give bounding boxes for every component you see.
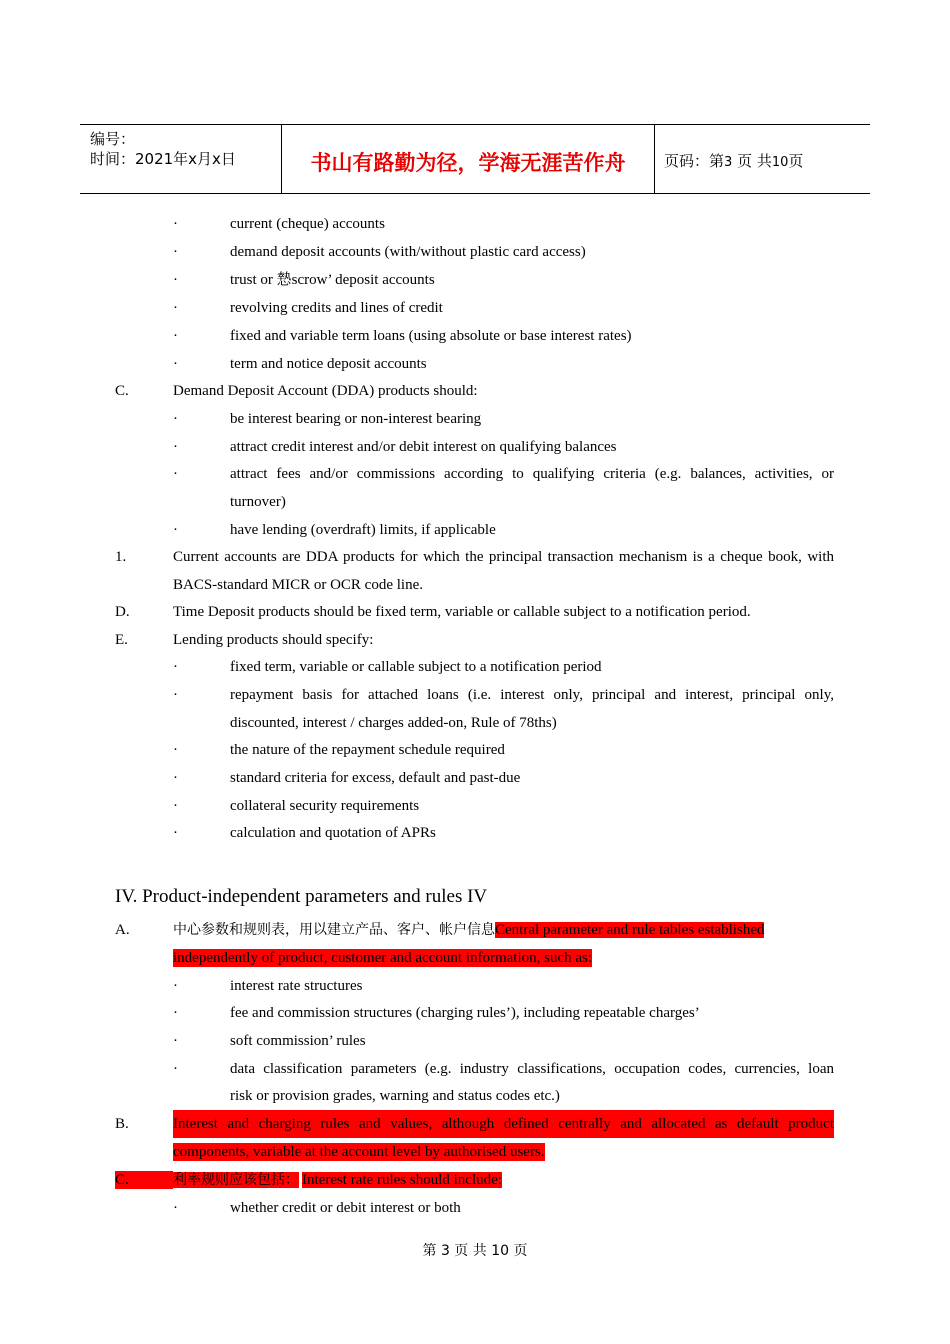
- bullet: ·: [173, 522, 178, 538]
- list-item: data classification parameters (e.g. industry classifications, occupation codes, currencies, loan: [230, 1061, 834, 1077]
- list-item: whether credit or debit interest or both: [230, 1200, 461, 1216]
- bullet: ·: [173, 466, 178, 482]
- list-item: interest rate structures: [230, 978, 363, 994]
- bullet: ·: [173, 1005, 178, 1021]
- header-motto: 书山有路勤为径，学海无涯苦作舟: [310, 151, 626, 175]
- bullet: ·: [173, 356, 178, 372]
- list-item: term and notice deposit accounts: [230, 356, 427, 372]
- bullet: ·: [173, 770, 178, 786]
- section-label: C.: [115, 383, 129, 399]
- bullet: ·: [173, 300, 178, 316]
- header-page-info: 页码：第3 页 共10页: [664, 152, 804, 170]
- section-heading: IV. Product-independent parameters and rules IV: [115, 886, 488, 907]
- list-item: fixed term, variable or callable subject to a notification period: [230, 659, 602, 675]
- list-item: standard criteria for excess, default and past-due: [230, 770, 521, 786]
- list-item: fee and commission structures (charging rules’), including repeatable charges’: [230, 1005, 700, 1021]
- list-item: the nature of the repayment schedule required: [230, 742, 505, 758]
- section-text: Lending products should specify:: [173, 632, 374, 648]
- list-item: attract credit interest and/or debit interest on qualifying balances: [230, 439, 617, 455]
- list-item: fixed and variable term loans (using absolute or base interest rates): [230, 328, 632, 344]
- highlighted-text: components, variable at the account level by authorised users.: [173, 1144, 545, 1160]
- highlighted-text: independently of product, customer and account information, such as:: [173, 950, 593, 966]
- list-item: soft commission’ rules: [230, 1033, 366, 1049]
- section-text-continued: BACS-standard MICR or OCR code line.: [173, 577, 423, 593]
- bullet: ·: [173, 244, 178, 260]
- bullet: ·: [173, 978, 178, 994]
- section-label: B.: [115, 1116, 129, 1132]
- time-label: 时间：2021年x月x日: [90, 150, 236, 168]
- list-item: calculation and quotation of APRs: [230, 825, 436, 841]
- bullet: ·: [173, 1033, 178, 1049]
- section-label: D.: [115, 604, 130, 620]
- list-item: repayment basis for attached loans (i.e. interest only, principal and interest, principal only,: [230, 687, 834, 703]
- bullet: ·: [173, 411, 178, 427]
- section-label: C.: [115, 1171, 173, 1189]
- header-meta: [90, 129, 236, 169]
- bullet: ·: [173, 216, 178, 232]
- section-label: A.: [115, 922, 130, 938]
- list-item: be interest bearing or non-interest bearing: [230, 411, 482, 427]
- list-item-continued: risk or provision grades, warning and status codes etc.): [230, 1088, 560, 1104]
- highlighted-text-cn: 利率规则应该包括：: [173, 1172, 299, 1188]
- bullet: ·: [173, 1061, 178, 1077]
- list-item: demand deposit accounts (with/without plastic card access): [230, 244, 586, 260]
- list-item-continued: turnover): [230, 494, 286, 510]
- bullet: ·: [173, 798, 178, 814]
- page-footer: 第 3 页 共 10 页: [422, 1243, 528, 1259]
- list-item: trust or 慹scrow’ deposit accounts: [230, 272, 435, 288]
- list-item: current (cheque) accounts: [230, 216, 385, 232]
- bullet: ·: [173, 659, 178, 675]
- list-item-continued: discounted, interest / charges added-on, Rule of 78ths): [230, 715, 557, 731]
- page-header: [80, 124, 870, 194]
- bullet: ·: [173, 687, 178, 703]
- section-text: [173, 1171, 502, 1189]
- number-label: 编号：: [90, 130, 136, 148]
- list-item: have lending (overdraft) limits, if applicable: [230, 522, 496, 538]
- list-item: revolving credits and lines of credit: [230, 300, 443, 316]
- list-item: attract fees and/or commissions according to qualifying criteria (e.g. balances, activities, or: [230, 466, 834, 482]
- highlighted-text: Interest rate rules should include:: [302, 1172, 502, 1188]
- section-text-cn: 中心参数和规则表，用以建立产品、客户、帐户信息: [173, 922, 495, 938]
- highlighted-text: Central parameter and rule tables established: [495, 922, 765, 938]
- section-label: E.: [115, 632, 128, 648]
- list-item: collateral security requirements: [230, 798, 420, 814]
- bullet: ·: [173, 825, 178, 841]
- section-label: 1.: [115, 549, 127, 565]
- bullet: ·: [173, 1200, 178, 1216]
- section-text: [173, 921, 764, 939]
- header-divider: [654, 125, 655, 193]
- bullet: ·: [173, 439, 178, 455]
- bullet: ·: [173, 272, 178, 288]
- bullet: ·: [173, 742, 178, 758]
- section-text: Demand Deposit Account (DDA) products should:: [173, 383, 478, 399]
- bullet: ·: [173, 328, 178, 344]
- highlighted-text: Interest and charging rules and values, although defined centrally and allocated as default product: [173, 1110, 834, 1138]
- section-text: Time Deposit products should be fixed term, variable or callable subject to a notification period.: [173, 604, 751, 620]
- section-text: Current accounts are DDA products for which the principal transaction mechanism is a cheque book, with: [173, 549, 834, 565]
